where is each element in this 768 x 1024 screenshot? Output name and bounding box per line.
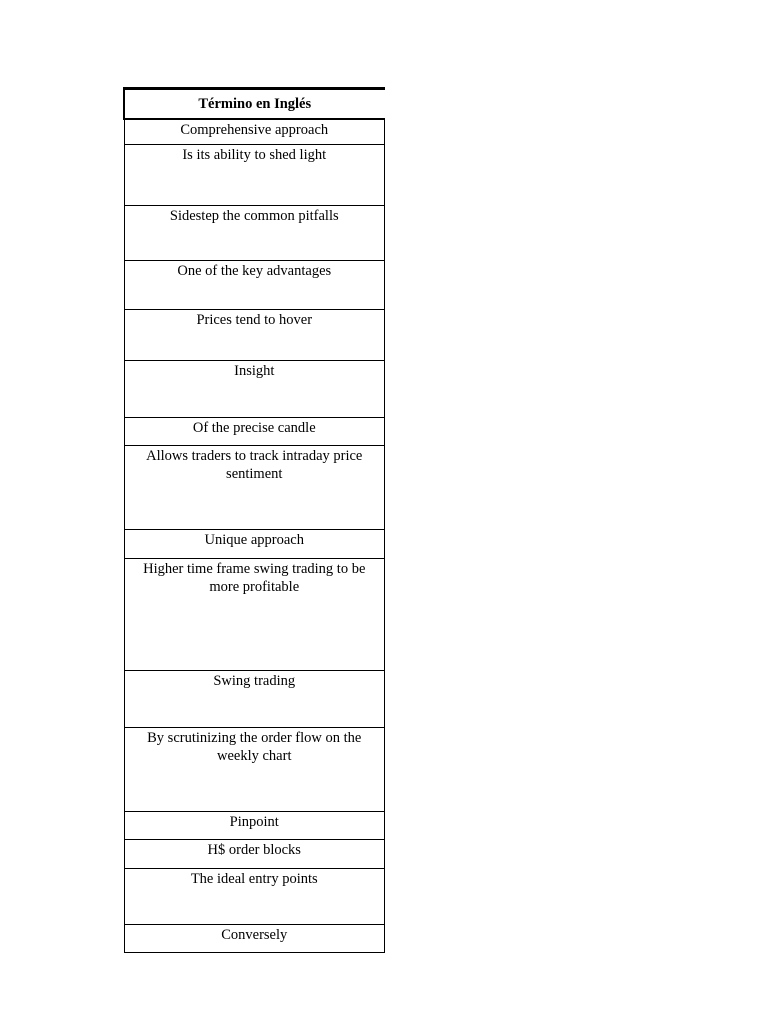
table-cell: Prices tend to hover bbox=[124, 310, 385, 361]
table-cell: Comprehensive approach bbox=[124, 119, 385, 145]
table-row bbox=[124, 119, 385, 145]
table-row bbox=[124, 361, 385, 418]
table-cell: Swing trading bbox=[124, 671, 385, 728]
table-cell: Sidestep the common pitfalls bbox=[124, 206, 385, 261]
table-header-row bbox=[124, 89, 385, 119]
table-row bbox=[124, 728, 385, 812]
table-cell: By scrutinizing the order flow on the weekly chart bbox=[124, 728, 385, 812]
table-row bbox=[124, 671, 385, 728]
table-cell: The ideal entry points bbox=[124, 869, 385, 925]
table-row bbox=[124, 446, 385, 530]
table-row bbox=[124, 206, 385, 261]
table-row bbox=[124, 559, 385, 671]
table-cell: Allows traders to track intraday price sentiment bbox=[124, 446, 385, 530]
column-header-termino-en-ingles: Término en Inglés bbox=[124, 89, 385, 119]
table-row bbox=[124, 418, 385, 446]
table-cell: Unique approach bbox=[124, 530, 385, 559]
table-row bbox=[124, 925, 385, 953]
terms-table bbox=[123, 87, 385, 953]
table-row bbox=[124, 869, 385, 925]
table-cell: Conversely bbox=[124, 925, 385, 953]
table-row bbox=[124, 145, 385, 206]
table-row bbox=[124, 530, 385, 559]
table-cell: Higher time frame swing trading to be more profitable bbox=[124, 559, 385, 671]
table-row bbox=[124, 261, 385, 310]
table-cell: Pinpoint bbox=[124, 812, 385, 840]
table-cell: Of the precise candle bbox=[124, 418, 385, 446]
table-row bbox=[124, 812, 385, 840]
table-cell: One of the key advantages bbox=[124, 261, 385, 310]
table-row bbox=[124, 310, 385, 361]
table-row bbox=[124, 840, 385, 869]
table-cell: Insight bbox=[124, 361, 385, 418]
table-cell: Is its ability to shed light bbox=[124, 145, 385, 206]
table-cell: H$ order blocks bbox=[124, 840, 385, 869]
